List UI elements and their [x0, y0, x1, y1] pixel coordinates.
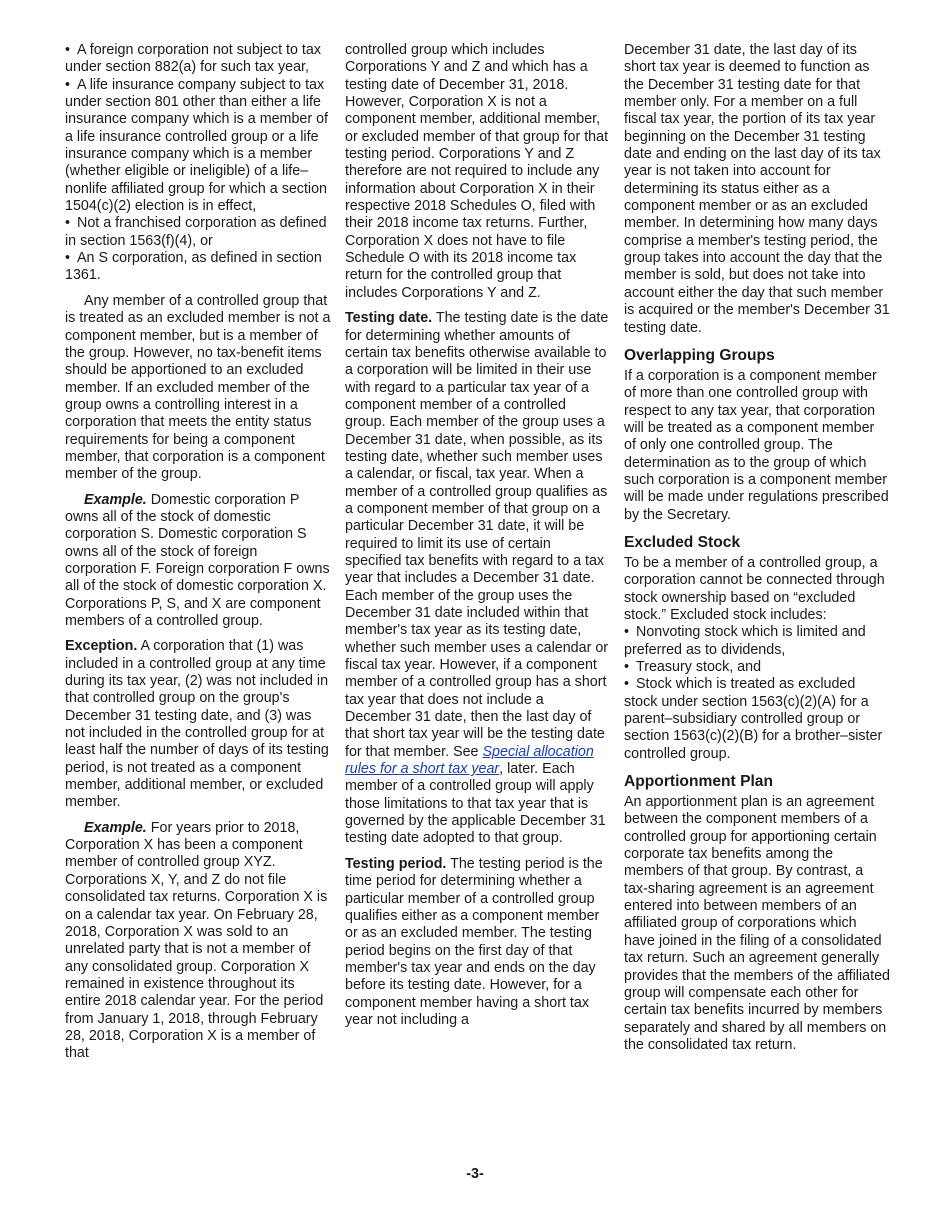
- example-label: Example.: [84, 491, 147, 508]
- example-2-paragraph: [65, 820, 331, 1063]
- apportionment-plan-heading: Apportionment Plan: [624, 773, 774, 791]
- bullet-text: A foreign corporation not subject to tax under section 882(a) for such tax year,: [65, 42, 321, 76]
- excluded-member-paragraph: Any member of a controlled group that is treated as an excluded member is not a component member, but is a member of the group. However, no tax-benefit items should be apportioned to an excluded member. If an excluded member of the group owns a controlling interest in a corporation that meets the entity status requirements for being a component member, that corporation is a component member of the group.: [65, 292, 331, 483]
- apportionment-plan-paragraph: An apportionment plan is an agreement between the component members of a controlled group for apportioning certain corporate tax benefits among the members of that group. By contrast, a tax-sharing agreement is an agreement entered into between members of an affiliated group of corporations which have joined in the filing of a consolidated tax return. Such an agreement generally provides that the members of the affiliated group will compensate each other for certain tax benefits incurred by members separately and shared by all members on the consolidated tax return.: [624, 794, 890, 1053]
- exception-paragraph: [65, 638, 331, 811]
- bullet-icon: •: [65, 215, 71, 232]
- example-label: Example.: [84, 819, 147, 836]
- bullet-item: [65, 250, 331, 285]
- continued-paragraph: December 31 date, the last day of its short tax year is deemed to function as the December 31 testing date for that member only. For a member on a full fiscal tax year, the portion of its tax year beginning on the December 31 testing date and ending on the last day of its tax year is not taken into account for determining its status either as a component member or as an excluded member. In determining how many days comprise a member's testing period, the group takes into account the day that the member is sold, but does not take into account either the day that such member is acquired or the member's December 31 testing date.: [624, 42, 890, 336]
- exception-text: A corporation that (1) was included in a controlled group at any time during its tax year, (2) was not included in that controlled group on the group's December 31 testing date, and (3) was not included in the controlled group for at least half the number of days of its testing period, is not treated as a component member, additional member, or excluded member.: [65, 638, 329, 811]
- bullet-text: A life insurance company subject to tax under section 801 other than either a life insurance company which is a member of a life insurance controlled group or a life insurance company which is a member (whether eligible or ineligible) of a life–nonlife affiliated group for which a section 1504(c)(2) election is in effect,: [65, 76, 329, 215]
- bullet-text: Not a franchised corporation as defined in section 1563(f)(4), or: [65, 215, 327, 249]
- page-number: -3-: [466, 1166, 484, 1182]
- testing-period-text: The testing period is the time period for determining whether a particular member of a controlled group qualifies either as a component member or as an excluded member. The testing period begins on the first day of that member's tax year and ends on the day before its testing date. However, for a component member having a short tax year not including a: [345, 855, 603, 1028]
- overlapping-groups-heading: Overlapping Groups: [624, 346, 775, 364]
- testing-date-text-after: , later. Each member of a controlled group will apply those limitations to that tax year that is governed by the applicable December 31 testing date adopted to that group.: [345, 761, 606, 847]
- overlapping-groups-paragraph: If a corporation is a component member of more than one controlled group with respect to any tax year, that corporation will be treated as a component member of only one controlled group. The determination as to the group of which such corporation is a component member will be made under regulations prescribed by the Secretary.: [624, 367, 889, 523]
- testing-period-paragraph: [345, 856, 609, 1029]
- bullet-text: Stock which is treated as excluded stock under section 1563(c)(2)(A) for a parent–subsidiary controlled group or section 1563(c)(2)(B) for a brother–sister controlled group.: [624, 676, 883, 762]
- bullet-item: [65, 77, 331, 216]
- bullet-icon: •: [624, 676, 630, 693]
- testing-date-text: The testing date is the date for determining whether amounts of certain tax benefits otherwise available to a corporation will be limited in their use with regard to a particular tax year of a component member of a controlled group. Each member of the group uses a December 31 date, when possible, as its testing date, whether such member uses a calendar, or fiscal, tax year. When a member of a controlled group qualifies as a component member of that group on a particular December 31 date, it will be required to limit its use of certain specified tax benefits with regard to a tax year that includes a December 31 date. Each member of the group uses the December 31 date included within that member's tax year as its testing date, whether such member uses a calendar or fiscal tax year. However, if a component member of a controlled group has a short tax year that does not include a December 31 date, then the last day of that short tax year will be the testing date for that member. See: [345, 310, 609, 760]
- testing-date-paragraph: [345, 310, 609, 848]
- example-1-paragraph: [65, 492, 331, 631]
- bullet-text: Nonvoting stock which is limited and preferred as to dividends,: [624, 624, 866, 658]
- column-2: [345, 42, 609, 1029]
- bullet-item: [65, 42, 331, 77]
- column-3: [624, 42, 890, 1054]
- bullet-icon: •: [65, 42, 71, 58]
- bullet-item: [624, 659, 890, 676]
- continued-paragraph: controlled group which includes Corporations Y and Z and which has a testing date of December 31, 2018. However, Corporation X is not a component member, additional member, or excluded member of that group for that testing period. Corporations Y and Z therefore are not required to include any information about Corporation X in their respective 2018 Schedules O, filed with their 2018 income tax returns. Further, Corporation X does not have to file Schedule O with its 2018 income tax return for the controlled group that includes Corporations Y and Z.: [345, 42, 609, 301]
- bullet-text: Treasury stock, and: [636, 659, 762, 675]
- testing-period-label: Testing period.: [345, 855, 447, 872]
- bullet-item: [624, 624, 890, 659]
- bullet-icon: •: [65, 250, 71, 267]
- special-allocation-link[interactable]: Special allocation rules for a short tax year: [345, 743, 594, 778]
- example-text: Domestic corporation P owns all of the stock of domestic corporation S. Domestic corporation S owns all of the stock of foreign corporation F. Foreign corporation F owns all of the stock of domestic corporation X. Corporations P, S, and X are component members of a controlled group.: [65, 491, 330, 629]
- bullet-icon: •: [624, 624, 630, 641]
- bullet-item: [624, 676, 890, 763]
- column-1: [65, 42, 331, 1063]
- bullet-icon: •: [624, 659, 630, 675]
- bullet-item: [65, 215, 331, 250]
- bullet-icon: •: [65, 76, 71, 93]
- example-text: For years prior to 2018, Corporation X has been a component member of controlled group XYZ. Corporations X, Y, and Z do not file consolidated tax returns. Corporation X is on a calendar tax year. On February 28, 2018, Corporation X was sold to an unrelated party that is not a member of any consolidated group. Corporation X remained in existence throughout its entire 2018 calendar year. For the period from January 1, 2018, through February 28, 2018, Corporation X is a member of that: [65, 819, 328, 1062]
- bullet-text: An S corporation, as defined in section 1361.: [65, 250, 322, 284]
- exception-label: Exception.: [65, 638, 138, 655]
- excluded-stock-paragraph: To be a member of a controlled group, a corporation cannot be connected through stock ownership based on “excluded stock.” Excluded stock includes:: [624, 554, 885, 623]
- excluded-stock-heading: Excluded Stock: [624, 533, 741, 551]
- testing-date-label: Testing date.: [345, 310, 433, 327]
